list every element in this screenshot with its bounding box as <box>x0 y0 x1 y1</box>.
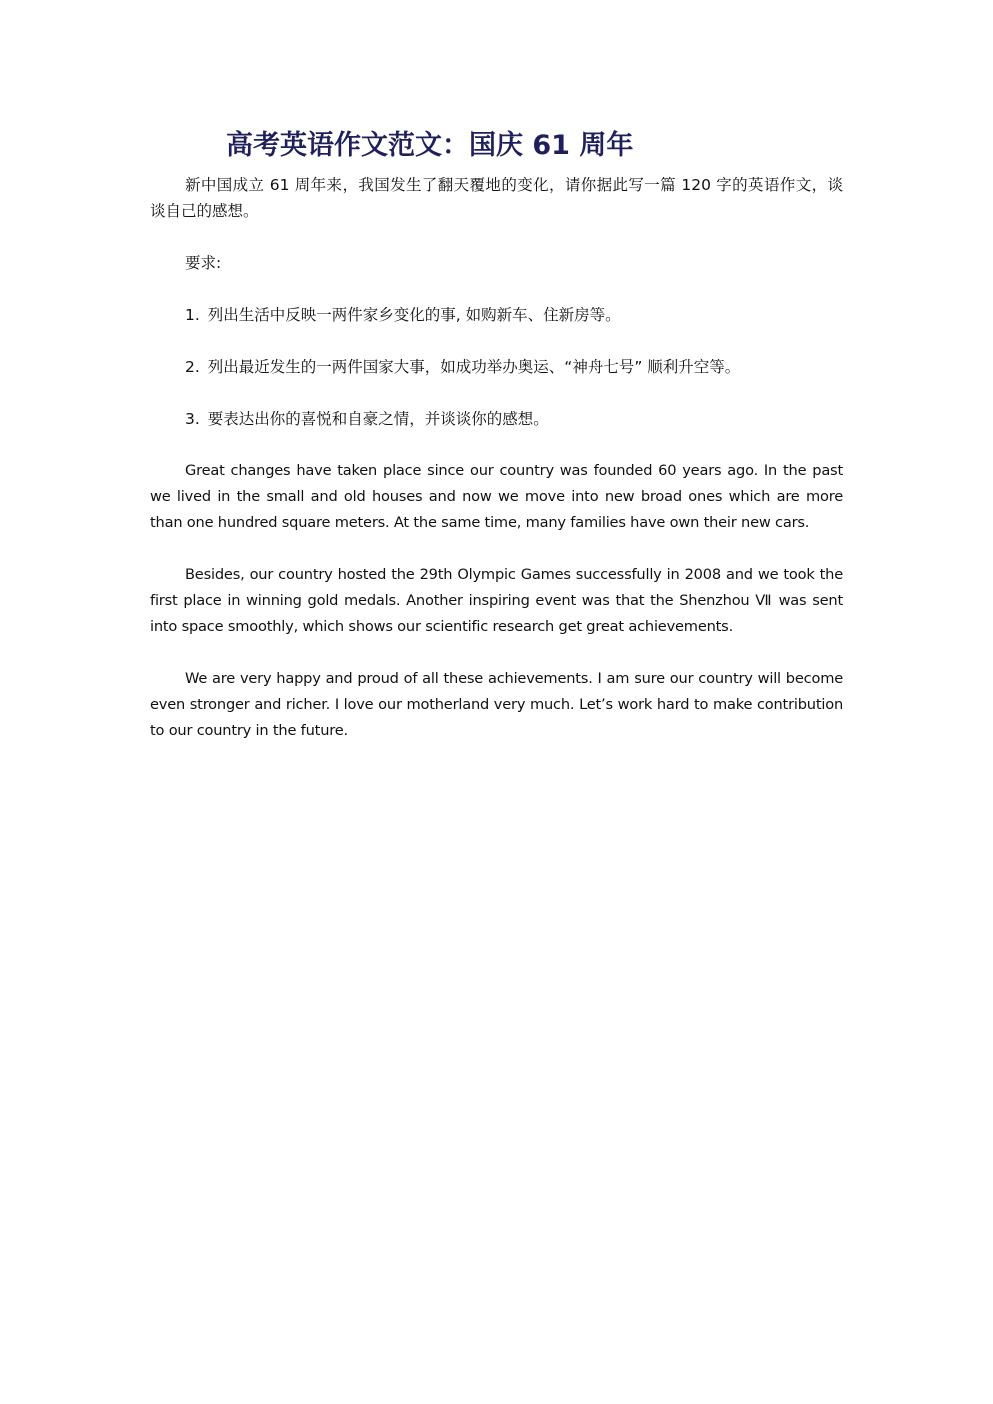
requirement-text: 列出生活中反映一两件家乡变化的事, 如购新车、住新房等。 <box>207 306 621 324</box>
requirement-text: 列出最近发生的一两件国家大事，如成功举办奥运、“神舟七号” 顺利升空等。 <box>207 358 741 376</box>
essay-paragraph-2: Besides, our country hosted the 29th Olympic Games successfully in 2008 and we took the first place in winning gold medals. Another inspiring event was that the Shenzhou Ⅶ was sent into space smoothly, which shows our scientific research get great achievements. <box>150 566 843 635</box>
spacer <box>150 640 843 666</box>
requirement-number: 3. <box>185 410 200 428</box>
requirements-label: 要求: <box>185 254 222 272</box>
spacer <box>150 276 843 302</box>
spacer <box>150 536 843 562</box>
requirement-number: 1. <box>185 306 200 324</box>
requirement-item-1 <box>185 302 843 328</box>
document-title: 高考英语作文范文：国庆 61 周年 <box>226 130 634 161</box>
requirement-number: 2. <box>185 358 200 376</box>
requirement-item-2 <box>185 354 843 380</box>
essay-prompt: 新中国成立 61 周年来，我国发生了翻天覆地的变化，请你据此写一篇 120 字的英语作文，谈谈自己的感想。 <box>150 176 843 220</box>
document-page <box>150 126 843 744</box>
requirement-item-3 <box>185 406 843 432</box>
spacer <box>150 328 843 354</box>
spacer <box>150 380 843 406</box>
spacer <box>150 432 843 458</box>
essay-paragraph-1: Great changes have taken place since our country was founded 60 years ago. In the past we lived in the small and old houses and now we move into new broad ones which are more than one hundred square meters. At the same time, many families have own their new cars. <box>150 462 843 531</box>
requirement-text: 要表达出你的喜悦和自豪之情，并谈谈你的感想。 <box>207 410 549 428</box>
essay-paragraph-3: We are very happy and proud of all these achievements. I am sure our country will become even stronger and richer. I love our motherland very much. Let’s work hard to make contribution to our country in the future. <box>150 670 843 739</box>
spacer <box>150 224 843 250</box>
